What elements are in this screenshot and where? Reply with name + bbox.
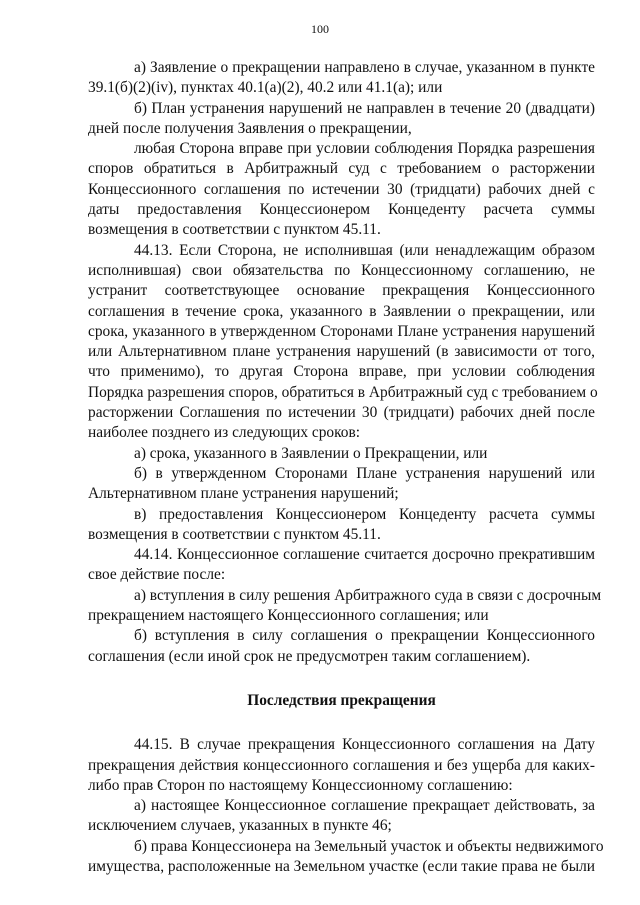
section-spacer <box>88 711 595 735</box>
page-number: 100 <box>311 22 329 36</box>
text-line: исключением случаев, указанных в пункте 46; <box>88 817 392 835</box>
text-line: исполнившая) свои обязательства по Концессионному соглашению, не <box>88 261 595 279</box>
text-line: наиболее позднего из следующих сроков: <box>88 424 361 442</box>
text-line: 44.13. Если Сторона, не исполнившая (или ненадлежащим образом <box>134 241 595 259</box>
text-line: б) права Концессионера на Земельный участок и объекты недвижимого <box>134 837 604 855</box>
text-line: расторжении Соглашения по истечении 30 (тридцати) рабочих дней после <box>88 404 595 422</box>
text-line: 44.14. Концессионное соглашение считается досрочно прекратившим <box>134 546 595 564</box>
document-body <box>88 58 604 877</box>
text-line: устранит соответствующее основание прекращения Концессионного <box>88 282 595 300</box>
text-line: даты предоставления Концессионером Концеденту расчета суммы <box>88 201 595 219</box>
text-line: соглашения в течение срока, указанного в Заявлении о прекращении, или <box>88 302 595 320</box>
text-line: любая Сторона вправе при условии соблюдения Порядка разрешения <box>134 140 595 158</box>
text-line: б) вступления в силу соглашения о прекращении Концессионного <box>134 627 595 645</box>
text-line: или Альтернативном плане устранения нарушений (в зависимости от того, <box>88 343 595 361</box>
text-line: прекращением настоящего Концессионного соглашения; или <box>88 607 489 625</box>
section-heading: Последствия прекращения <box>247 691 436 709</box>
section-spacer <box>88 667 595 691</box>
text-line: имущества, расположенные на Земельном участке (если такие права не были <box>88 857 595 875</box>
text-line: а) Заявление о прекращении направлено в случае, указанном в пункте <box>134 59 595 76</box>
text-line: а) вступления в силу решения Арбитражного суда в связи с досрочным <box>134 586 602 604</box>
text-line: б) План устранения нарушений не направлен в течение 20 (двадцати) <box>134 99 595 117</box>
text-line: Альтернативном плане устранения нарушений; <box>88 485 399 503</box>
text-line: прекращения действия концессионного соглашения и без ущерба для каких- <box>88 756 595 774</box>
text-line: 39.1(б)(2)(iv), пунктах 40.1(а)(2), 40.2 или 41.1(а); или <box>88 79 443 97</box>
text-line: возмещения в соответствии с пунктом 45.11. <box>88 221 381 239</box>
text-line: 44.15. В случае прекращения Концессионного соглашения на Дату <box>134 736 595 754</box>
text-line: что применимо), то другая Сторона вправе, при условии соблюдения <box>88 363 595 381</box>
text-line: а) срока, указанного в Заявлении о Прекращении, или <box>134 444 488 462</box>
text-line: соглашения (если иной срок не предусмотрен таким соглашением). <box>88 647 531 665</box>
text-line: Концессионного соглашения по истечении 30 (тридцати) рабочих дней с <box>88 180 595 198</box>
text-line: возмещения в соответствии с пунктом 45.11. <box>88 525 381 543</box>
text-line: Порядка разрешения споров, обратиться в Арбитражный суд с требованием о <box>88 383 598 401</box>
text-line: дней после получения Заявления о прекращении, <box>88 119 412 137</box>
text-line: свое действие после: <box>88 566 226 584</box>
text-line: срока, указанного в утвержденном Сторонами Плане устранения нарушений <box>88 322 595 340</box>
text-line: а) настоящее Концессионное соглашение прекращает действовать, за <box>134 797 595 815</box>
text-line: в) предоставления Концессионером Концеденту расчета суммы <box>134 505 595 523</box>
text-line: споров обратиться в Арбитражный суд с требованием о расторжении <box>88 160 595 178</box>
text-line: б) в утвержденном Сторонами Плане устранения нарушений или <box>134 464 595 482</box>
text-line: либо прав Сторон по настоящему Концессионному соглашению: <box>88 776 513 794</box>
